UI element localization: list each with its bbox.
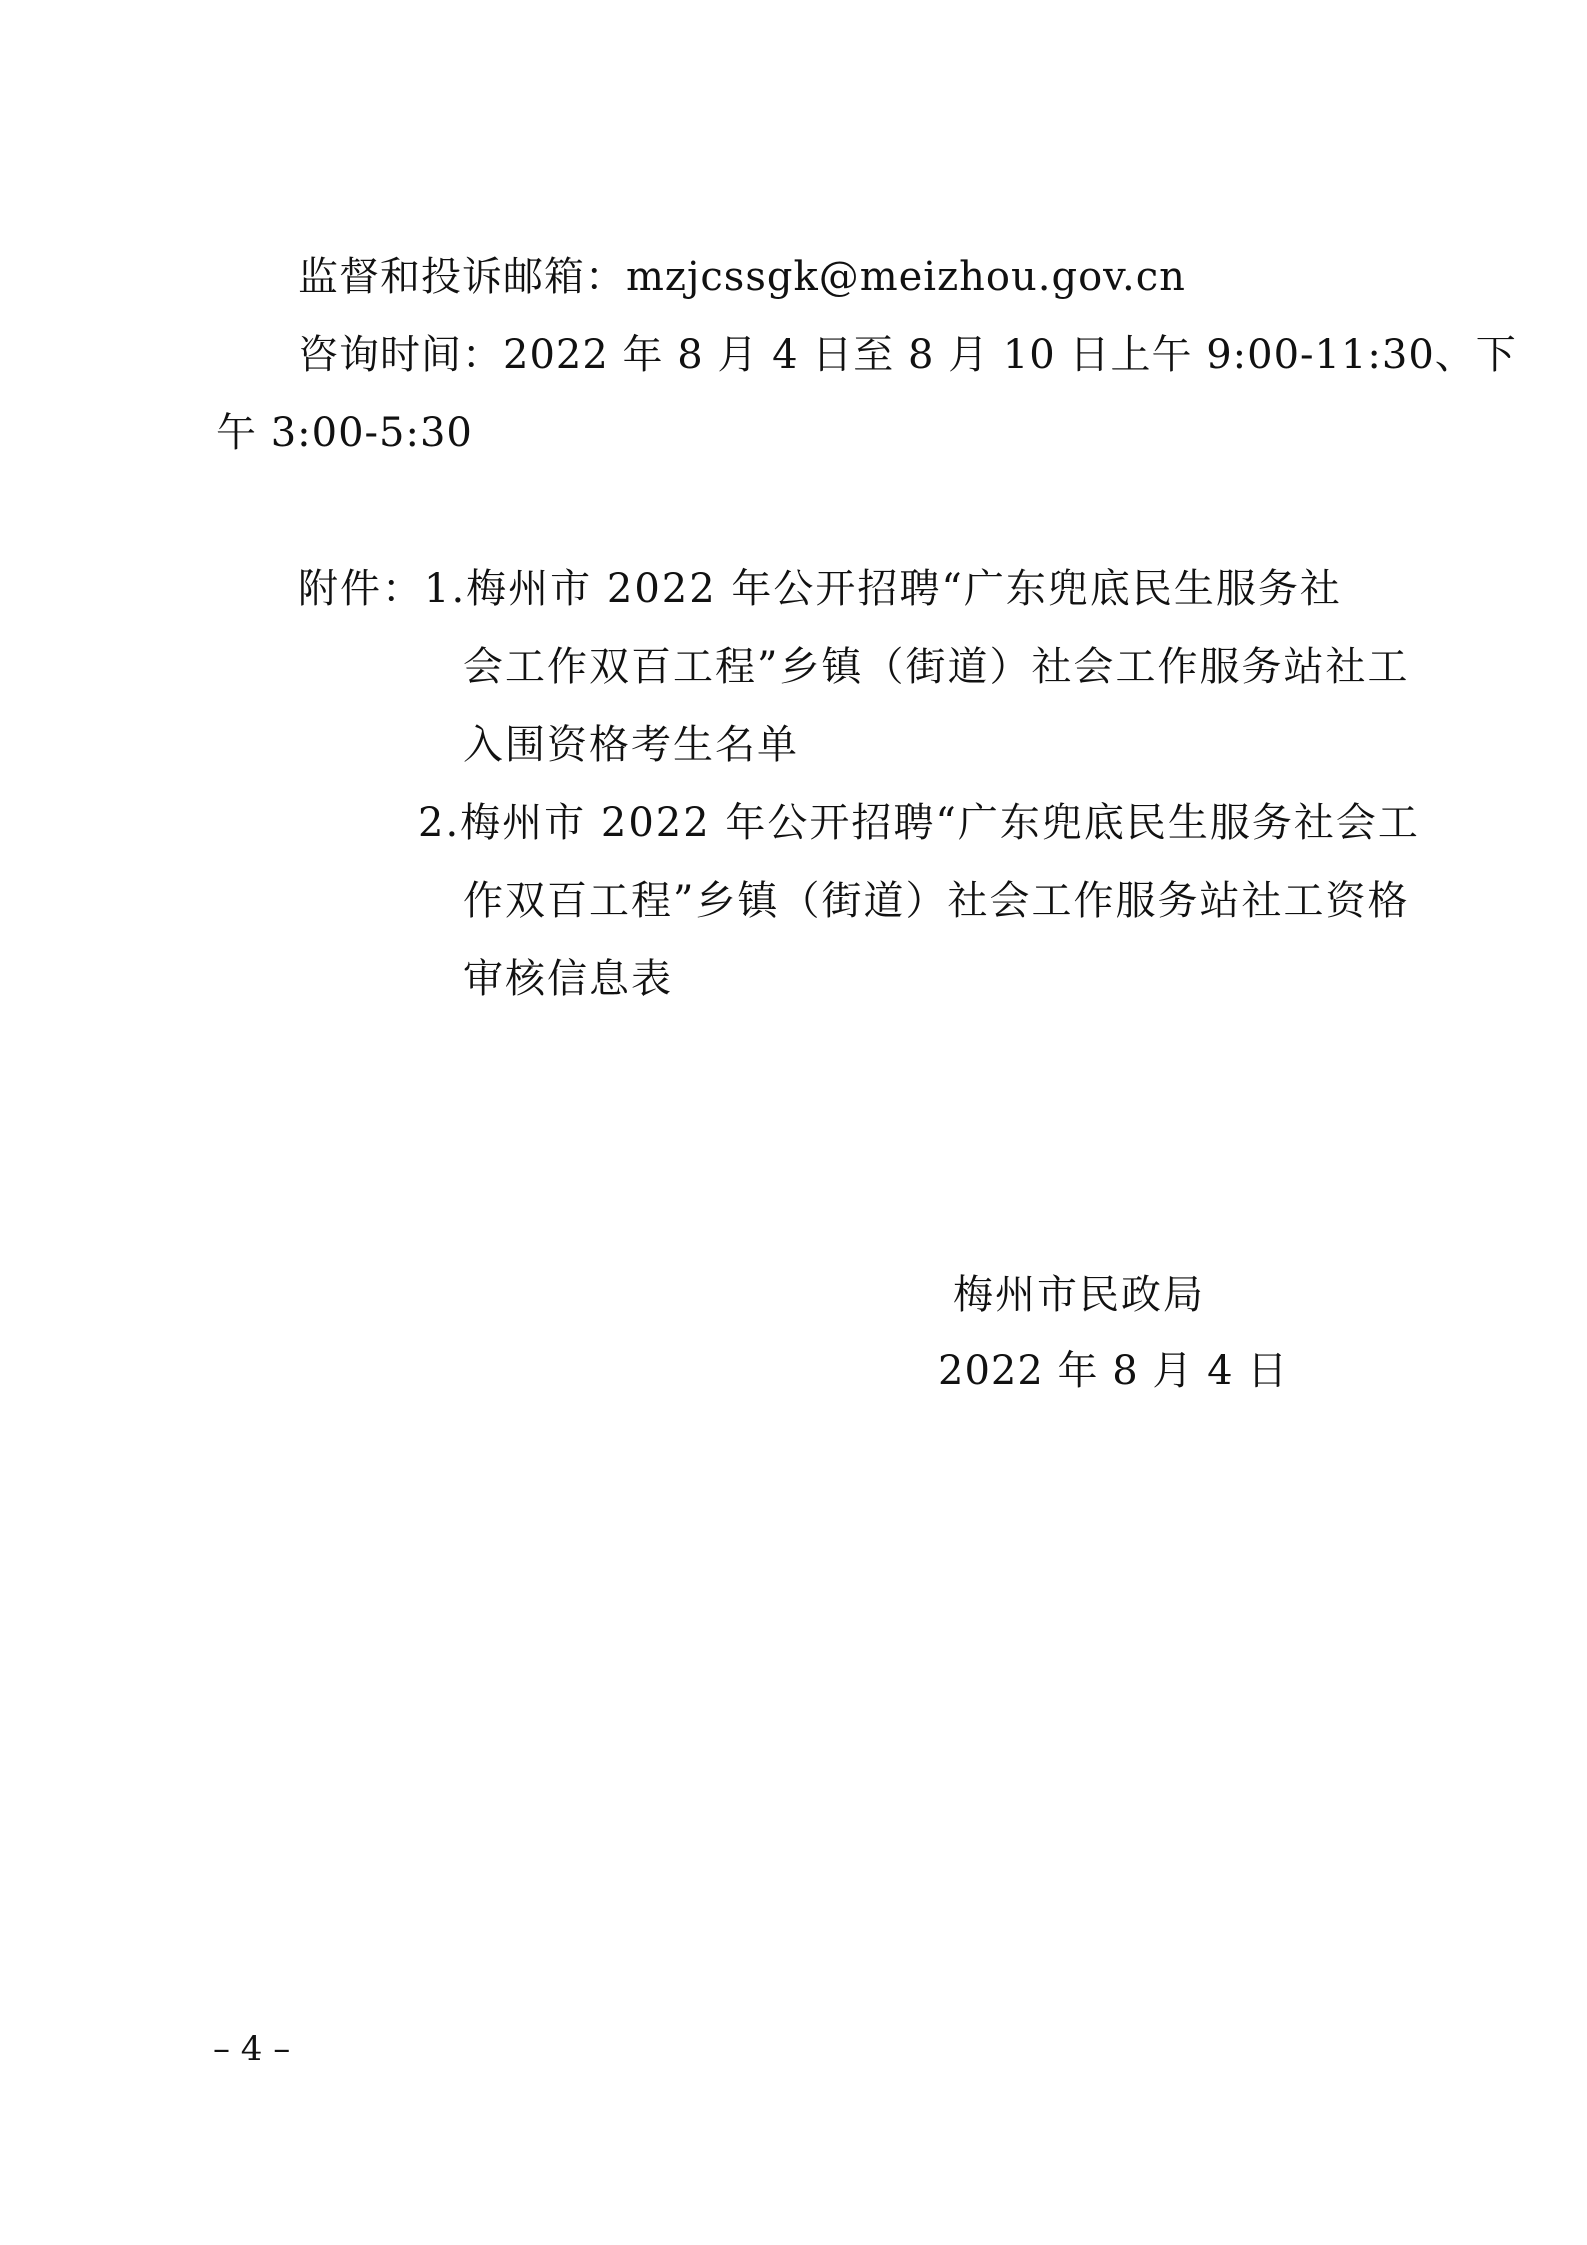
complaint-email-line: 监督和投诉邮箱：mzjcssgk@meizhou.gov.cn	[298, 254, 1186, 300]
attachment-2-line-1: 2.梅州市 2022 年公开招聘“广东兜底民生服务社会工	[418, 800, 1420, 846]
page-number: – 4 –	[213, 2029, 291, 2069]
attachment-1-line-3: 入围资格考生名单	[463, 722, 799, 768]
consultation-time-line-2: 午 3:00-5:30	[216, 410, 473, 456]
attachment-1-line-2: 会工作双百工程”乡镇（街道）社会工作服务站社工	[463, 644, 1410, 690]
consultation-time-line-1: 咨询时间：2022 年 8 月 4 日至 8 月 10 日上午 9:00-11:30、下	[298, 332, 1517, 378]
attachment-2-line-2: 作双百工程”乡镇（街道）社会工作服务站社工资格	[463, 878, 1410, 924]
attachment-2-line-3: 审核信息表	[463, 956, 673, 1002]
issue-date: 2022 年 8 月 4 日	[938, 1348, 1289, 1394]
attachment-1-line-1: 附件：1.梅州市 2022 年公开招聘“广东兜底民生服务社	[298, 566, 1342, 612]
issuing-organization: 梅州市民政局	[953, 1272, 1205, 1318]
